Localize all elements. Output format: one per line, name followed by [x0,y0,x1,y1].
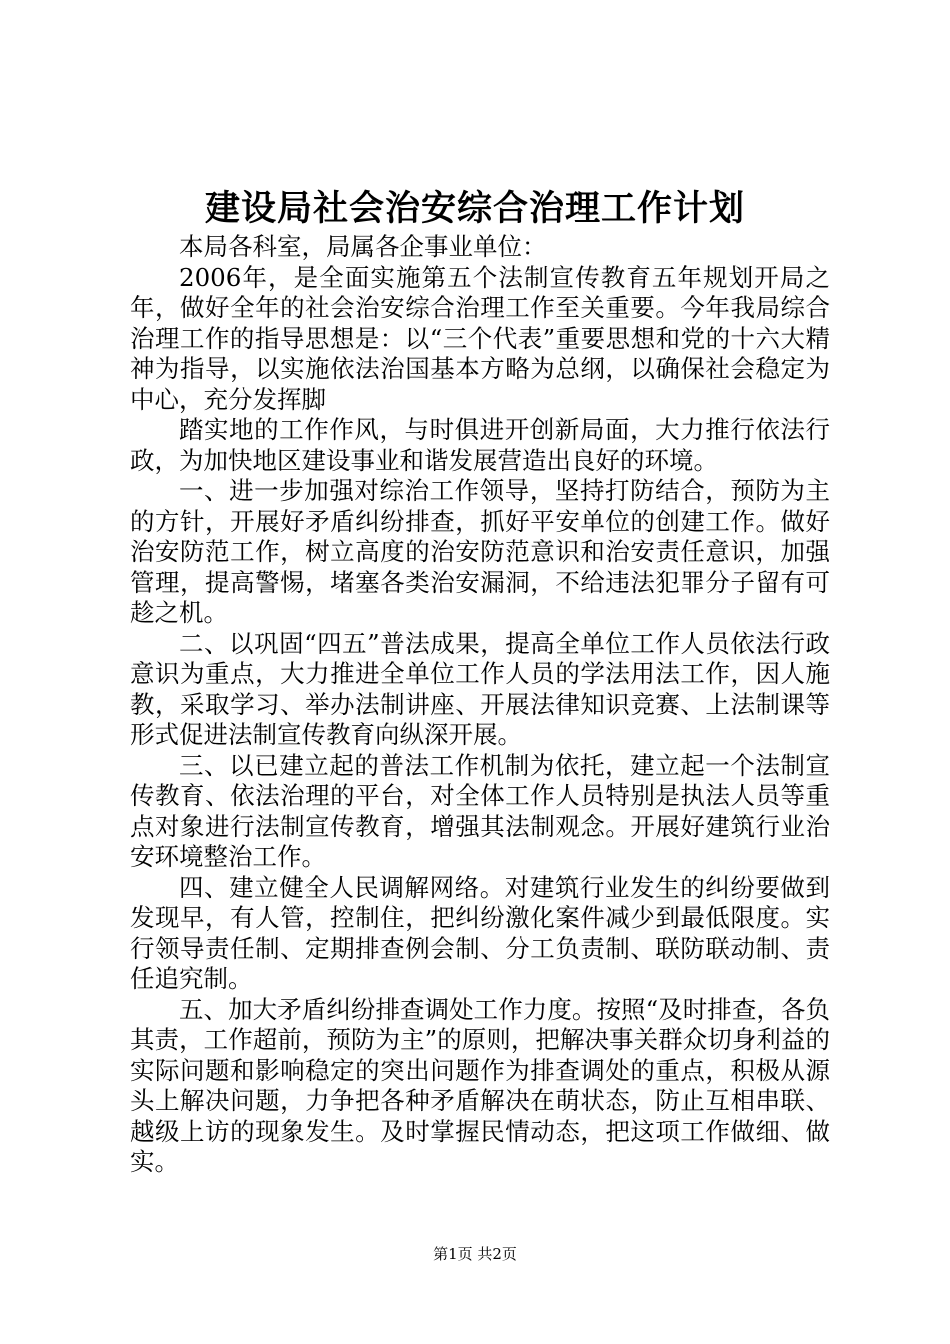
paragraph-4: 二、以巩固“四五”普法成果，提高全单位工作人员依法行政意识为重点，大力推进全单位工作人员的学法用法工作，因人施教，采取学习、举办法制讲座、开展法律知识竞赛、上法制课等形式促进法制宣传教育向纵深开展。 [130,628,830,749]
paragraph-2: 踏实地的工作作风，与时俱进开创新局面，大力推行依法行政，为加快地区建设事业和谐发展营造出良好的环境。 [130,415,830,475]
salutation: 本局各科室，局属各企事业单位： [179,232,547,261]
paragraph-6: 四、建立健全人民调解网络。对建筑行业发生的纠纷要做到发现早，有人管，控制住，把纠纷激化案件减少到最低限度。实行领导责任制、定期排查例会制、分工负责制、联防联动制、责任追究制。 [130,872,830,993]
document-body [130,232,830,1178]
paragraph-7: 五、加大矛盾纠纷排查调处工作力度。按照“及时排查，各负其责，工作超前，预防为主”的原则，把解决事关群众切身利益的实际问题和影响稳定的突出问题作为排查调处的重点，积极从源头上解决问题，力争把各种矛盾解决在萌状态，防止互相串联、越级上访的现象发生。及时掌握民情动态，把这项工作做细、做实。 [130,994,830,1176]
document-title: 建设局社会治安综合治理工作计划 [204,188,745,229]
paragraph-5: 三、以已建立起的普法工作机制为依托，建立起一个法制宣传教育、依法治理的平台，对全体工作人员特别是执法人员等重点对象进行法制宣传教育，增强其法制观念。开展好建筑行业治安环境整治工作。 [130,750,830,871]
paragraph-3: 一、进一步加强对综治工作领导，坚持打防结合，预防为主的方针，开展好矛盾纠纷排查，抓好平安单位的创建工作。做好治安防范工作，树立高度的治安防范意识和治安责任意识，加强管理，提高警惕，堵塞各类治安漏洞，不给违法犯罪分子留有可趁之机。 [130,476,830,627]
page-footer: 第1页 共2页 [433,1245,517,1263]
paragraph-1: 2006年，是全面实施第五个法制宣传教育五年规划开局之年，做好全年的社会治安综合治理工作至关重要。今年我局综合治理工作的指导思想是：以“三个代表”重要思想和党的十六大精神为指导，以实施依法治国基本方略为总纲，以确保社会稳定为中心，充分发挥脚 [130,262,830,414]
